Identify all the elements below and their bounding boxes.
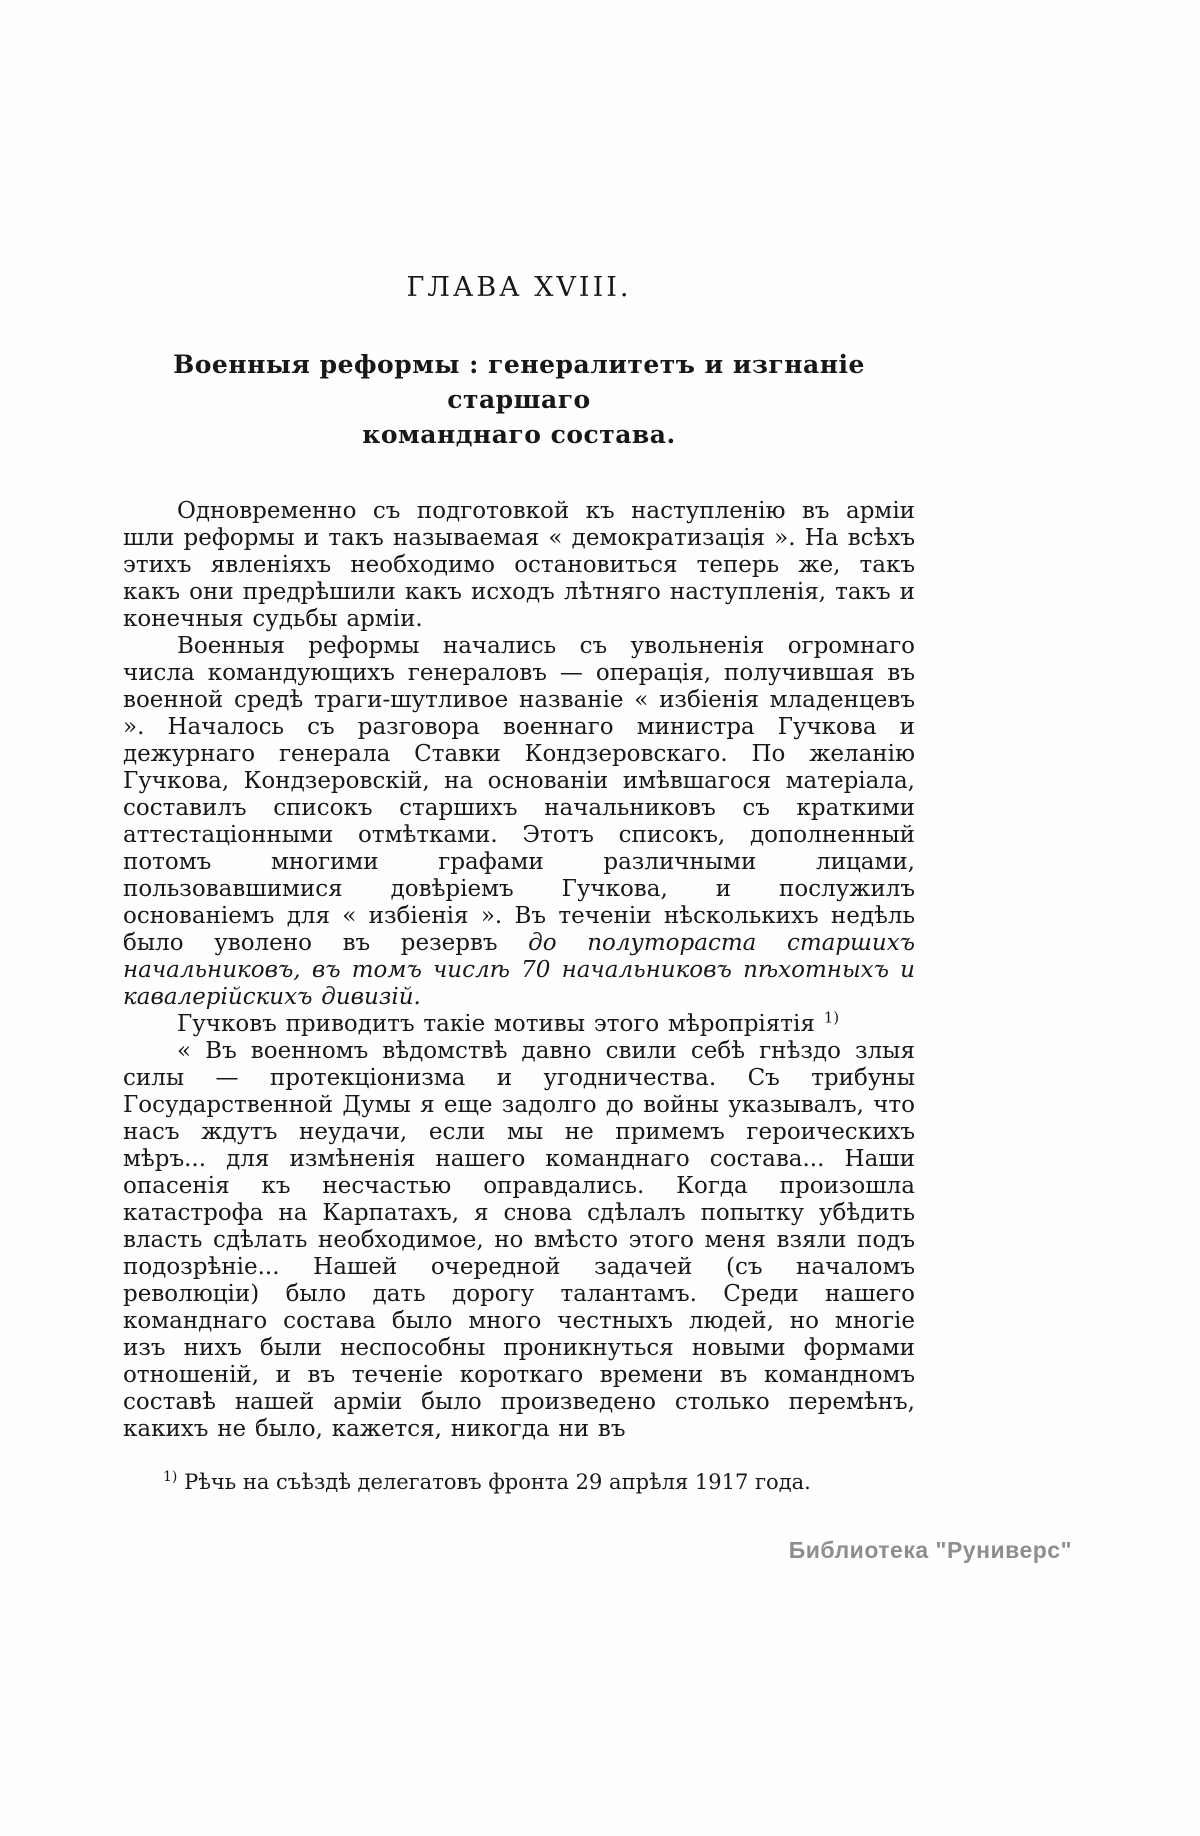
chapter-heading-line1: Военныя реформы : генералитетъ и изгнаніе старшаго xyxy=(173,350,865,414)
library-watermark: Библиотека "Руниверс" xyxy=(788,1537,1072,1563)
paragraph-3 xyxy=(123,1008,915,1038)
paragraph-4-text: « Въ военномъ вѣдомствѣ давно свили себѣ гнѣздо злыя силы — протекціонизма и угодничества. Съ трибуны Государственной Думы я еще задолго до войны указывалъ, что насъ ждутъ неудачи, если мы не примемъ героическихъ мѣръ... для измѣненія нашего команднаго состава... Наши опасенія къ несчастью оправдались. Когда произошла катастрофа на Карпатахъ, я снова сдѣлалъ попытку убѣдить власть сдѣлать необходимое, но вмѣсто этого меня взяли подъ подозрѣніе... Нашей очередной задачей (съ началомъ революціи) было дать дорогу талантамъ. Среди нашего команднаго состава было много честныхъ людей, но многіе изъ нихъ были неспособны проникнуться новыми формами отношеній, и въ теченіе короткаго времени въ командномъ составѣ нашей арміи было произведено столько перемѣнъ, какихъ не было, кажется, никогда ни въ xyxy=(123,1038,915,1442)
footnote-marker: 1) xyxy=(163,1469,178,1485)
text-block xyxy=(123,272,915,1495)
paragraph-1 xyxy=(123,498,915,633)
footnote-reference: 1) xyxy=(823,1008,840,1027)
chapter-heading xyxy=(123,347,915,452)
paragraph-2 xyxy=(123,633,915,1011)
paragraph-3-text: Гучковъ приводитъ такіе мотивы этого мѣропріятія xyxy=(177,1011,815,1037)
chapter-title: ГЛАВА XVIII. xyxy=(406,272,632,303)
body-text xyxy=(123,498,915,1443)
paragraph-1-text: Одновременно съ подготовкой къ наступленію въ арміи шли реформы и такъ называемая « демократизація ». На всѣхъ этихъ явленіяхъ необходимо остановиться теперь же, такъ какъ они предрѣшили какъ исходъ лѣтняго наступленія, такъ и конечныя судьбы арміи. xyxy=(123,498,915,632)
footnote-text: Рѣчь на съѣздѣ делегатовъ фронта 29 апрѣля 1917 года. xyxy=(184,1470,811,1494)
paragraph-2-italic-text: до полутораста старшихъ начальниковъ, въ томъ числѣ 70 начальниковъ пѣхотныхъ и кавалерійскихъ дивизій. xyxy=(123,930,915,1010)
paragraph-2-text: Военныя реформы начались съ увольненія огромнаго числа командующихъ генераловъ — операція, получившая въ военной средѣ траги-шутливое названіе « избіенія младенцевъ ». Началось съ разговора военнаго министра Гучкова и дежурнаго генерала Ставки Кондзеровскаго. По желанію Гучкова, Кондзеровскій, на основаніи имѣвшагося матеріала, составилъ списокъ старшихъ начальниковъ съ краткими аттестаціонными отмѣтками. Этотъ списокъ, дополненный потомъ многими графами различными лицами, пользовавшимися довѣріемъ Гучкова, и послужилъ основаніемъ для « избіенія ». Въ теченіи нѣсколькихъ недѣль было уволено въ резервъ xyxy=(123,633,915,956)
chapter-heading-line2: команднаго состава. xyxy=(362,420,676,449)
footnote xyxy=(123,1469,915,1495)
paragraph-4 xyxy=(123,1038,915,1443)
